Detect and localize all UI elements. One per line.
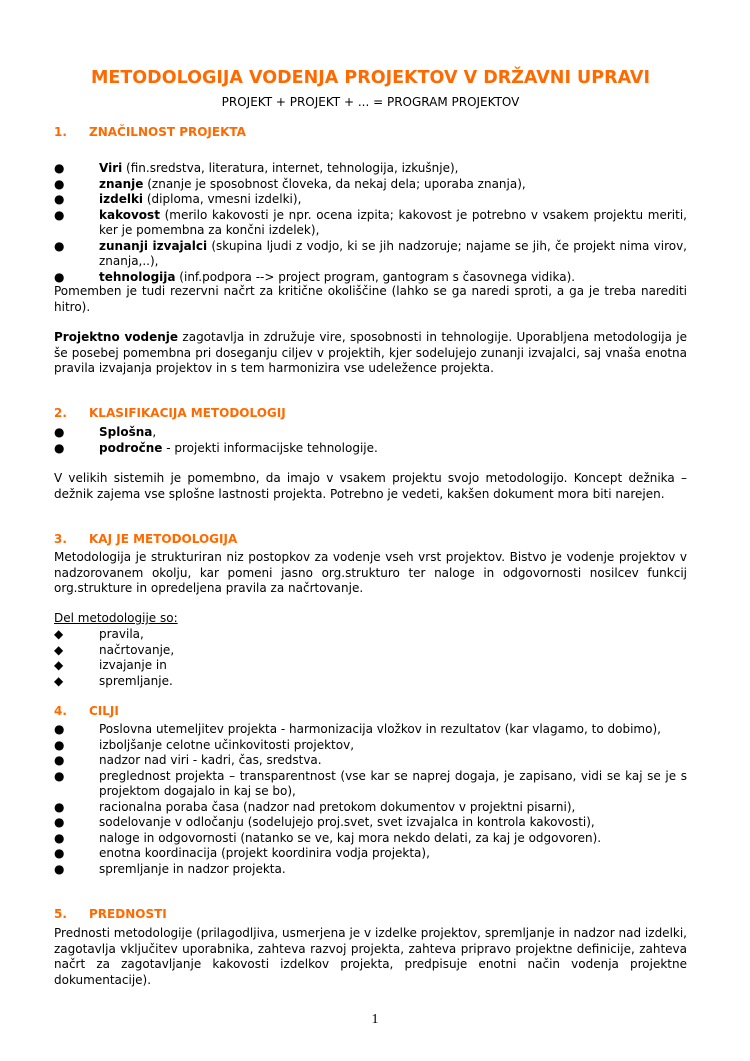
list-item: ● Poslovna utemeljitev projekta - harmonizacija vložkov in rezultatov (kar vlagamo, to dobimo),: [54, 722, 661, 736]
list-item: ● naloge in odgovornosti (natanko se ve, kaj mora nekdo delati, za kaj je odgovoren).: [54, 830, 602, 845]
section-3-heading: 3. KAJ JE METODOLOGIJA: [54, 532, 238, 546]
bullet-icon: ●: [54, 830, 65, 845]
bullet-icon: ●: [54, 440, 65, 455]
section-2-paragraph: V velikih sistemih je pomembno, da imajo v vsakem projektu svojo metodologijo. Koncept dežnika – dežnik zajema vse splošne lastnosti projekta. Potrebno je vedeti, kakšen dokument mora biti narejen.: [54, 471, 687, 501]
list-item: ◆ pravila,: [54, 627, 144, 641]
bullet-icon: ●: [54, 737, 65, 752]
section-4-heading: 4. CILJI: [54, 704, 119, 718]
list-item: ● izdelki (diploma, vmesni izdelki),: [54, 192, 302, 206]
section-1-paragraph: Projektno vodenje zagotavlja in združuje vire, sposobnosti in tehnologije. Uporabljena metodologija je še posebej pomembna pri doseganju ciljev v projektih, kjer sodelujejo zunanji izvajalci, saj vnaša enotna pravila izvajanja projektov in s tem harmonizira vse udeležence projekta.: [54, 330, 688, 375]
bullet-icon: ●: [54, 846, 65, 860]
document-title: METODOLOGIJA VODENJA PROJEKTOV V DRŽAVNI UPRAVI: [91, 68, 650, 88]
bullet-icon: ●: [54, 753, 65, 767]
section-5-heading: 5. PREDNOSTI: [54, 907, 167, 921]
bullet-icon: ●: [54, 815, 65, 829]
list-item: ● nadzor nad viri - kadri, čas, sredstva.: [54, 753, 322, 767]
section-1-list: [54, 161, 687, 285]
bullet-icon: ●: [54, 238, 65, 253]
list-item: ● enotna koordinacija (projekt koordinira vodja projekta),: [54, 846, 430, 860]
bullet-icon: ●: [54, 861, 65, 876]
diamond-bullet-icon: ◆: [54, 627, 64, 641]
bullet-icon: ●: [54, 768, 65, 783]
page-number: 1: [371, 1012, 379, 1027]
diamond-bullet-icon: ◆: [54, 642, 64, 657]
list-item: ◆ izvajanje in: [54, 658, 167, 672]
list-item: ● Viri (fin.sredstva, literatura, internet, tehnologija, izkušnje),: [54, 161, 459, 175]
section-3-paragraph: Metodologija je strukturiran niz postopkov za vodenje vseh vrst projektov. Bistvo je vodenje projektov v nadzorovanem okolju, kar pomeni jasno org.strukturo ter naloge in odgovornosti nosilcev funkcij org.strukture in opredeljena pravila za načrtovanje.: [54, 550, 687, 595]
list-item: ● zunanji izvajalci (skupina ljudi z vodjo, ki se jih nadzoruje; najame se jih, če projekt nima virov, znanja,..),: [54, 238, 687, 268]
list-item: ● racionalna poraba časa (nadzor nad pretokom dokumentov v projektni pisarni),: [54, 799, 576, 814]
section-2-list: [54, 425, 687, 456]
section-3-list-label: Del metodologije so:: [54, 611, 178, 625]
list-item: ● Splošna,: [54, 425, 157, 439]
list-item: ● tehnologija (inf.podpora --> project program, gantogram s časovnega vidika).: [54, 269, 576, 284]
list-item: ● spremljanje in nadzor projekta.: [54, 861, 286, 876]
section-5-paragraph: Prednosti metodologije (prilagodljiva, usmerjena je v izdelke projektov, spremljanje in nadzor nad izdelki, zagotavlja vključitev uporabnika, zahteva razvoj projekta, zahteva pripravo projektne definicije, zahteva načrt za zagotavljanje kakovosti izdelkov projekta, predpisuje enotni način vodenja projektne dokumentacije).: [54, 926, 687, 987]
bullet-icon: ●: [54, 269, 65, 284]
section-4-list: [54, 722, 687, 877]
bullet-icon: ●: [54, 799, 65, 814]
bullet-icon: ●: [54, 722, 65, 736]
bullet-icon: ●: [54, 425, 65, 439]
bullet-icon: ●: [54, 176, 65, 191]
document-subtitle: PROJEKT + PROJEKT + ... = PROGRAM PROJEKTOV: [221, 95, 520, 109]
section-3-list: [54, 627, 687, 689]
list-item: ● preglednost projekta – transparentnost (vse kar se naprej dogaja, je zapisano, vidi se kaj se je s projektom dogajalo in kaj se bo),: [54, 768, 687, 798]
list-item: ◆ spremljanje.: [54, 673, 173, 688]
section-1-heading: 1. ZNAČILNOST PROJEKTA: [54, 125, 246, 139]
bullet-icon: ●: [54, 161, 65, 175]
list-item: ◆ načrtovanje,: [54, 642, 175, 657]
list-item: ● znanje (znanje je sposobnost človeka, da nekaj dela; uporaba znanja),: [54, 176, 526, 191]
section-2-heading: 2. KLASIFIKACIJA METODOLOGIJ: [54, 406, 286, 420]
section-1-note: Pomemben je tudi rezervni načrt za kritične okoliščine (lahko se ga naredi sproti, a ga je treba narediti hitro).: [54, 284, 687, 314]
list-item: ● področne - projekti informacijske tehnologije.: [54, 440, 378, 455]
list-item: ● kakovost (merilo kakovosti je npr. ocena izpita; kakovost je potrebno v vsakem projektu meriti, ker je pomembna za končni izdelek),: [54, 207, 687, 237]
diamond-bullet-icon: ◆: [54, 673, 64, 688]
bullet-icon: ●: [54, 207, 65, 222]
diamond-bullet-icon: ◆: [54, 658, 64, 672]
list-item: ● izboljšanje celotne učinkovitosti projektov,: [54, 737, 355, 752]
list-item: ● sodelovanje v odločanju (sodelujejo proj.svet, svet izvajalca in kontrola kakovosti),: [54, 815, 595, 829]
bullet-icon: ●: [54, 192, 65, 206]
